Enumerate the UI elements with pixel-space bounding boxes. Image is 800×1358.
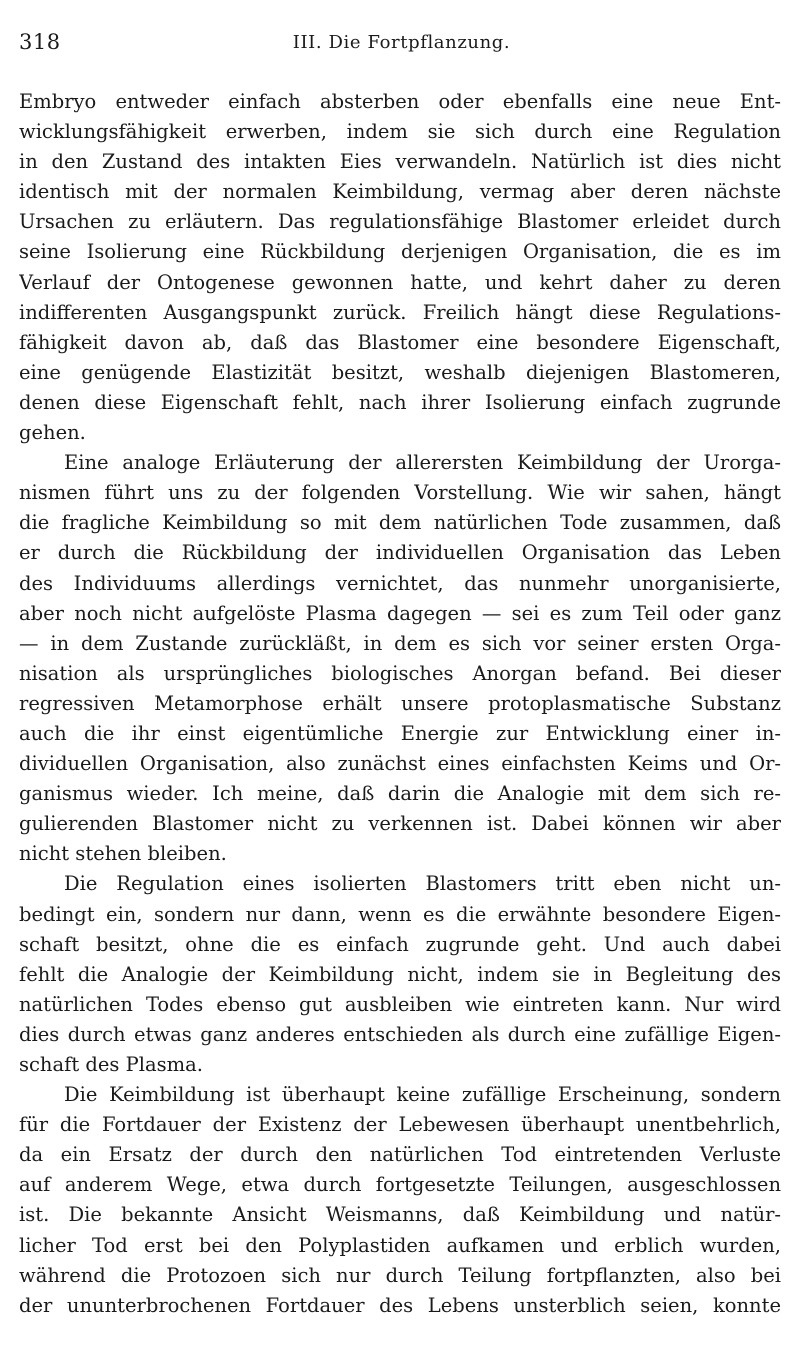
text-line: während die Protozoen sich nur durch Teilung fortpflanzten, also bei [19,1263,781,1287]
text-line: da ein Ersatz der durch den natürlichen Tod eintretenden Verluste [19,1143,781,1167]
page-number: 318 [19,30,61,54]
text-line: Embryo entweder einfach absterben oder ebenfalls eine neue Ent- [19,90,781,113]
text-line: bedingt ein, sondern nur dann, wenn es die erwähnte besondere Eigen- [19,902,781,926]
paragraph [19,448,781,869]
text-line: Die Regulation eines isolierten Blastomers tritt eben nicht un- [64,872,781,896]
running-title: III. Die Fortpflanzung. [292,32,511,53]
text-line: des Individuums allerdings vernichtet, das nunmehr unorganisierte, [19,571,781,595]
text-line: natürlichen Todes ebenso gut ausbleiben wie eintreten kann. Nur wird [19,992,781,1016]
text-line: Eine analoge Erläuterung der allerersten Keimbildung der Urorga- [64,451,781,475]
text-line: gehen. [19,421,86,445]
text-line: licher Tod erst bei den Polyplastiden aufkamen und erblich wurden, [19,1233,781,1257]
body-text [19,87,781,1321]
text-line: denen diese Eigenschaft fehlt, nach ihrer Isolierung einfach zugrunde [19,390,781,414]
text-line: auch die ihr einst eigentümliche Energie zur Entwicklung einer in- [19,721,781,745]
text-line: Verlauf der Ontogenese gewonnen hatte, und kehrt daher zu deren [19,270,781,294]
text-line: nisation als ursprüngliches biologisches Anorgan befand. Bei dieser [19,661,781,685]
text-line: nicht stehen bleiben. [19,842,227,866]
text-line: eine genügende Elastizität besitzt, weshalb diejenigen Blastomeren, [19,360,781,384]
text-line: identisch mit der normalen Keimbildung, vermag aber deren nächste [19,180,781,204]
text-line: fehlt die Analogie der Keimbildung nicht, indem sie in Begleitung des [19,962,781,986]
text-line: nismen führt uns zu der folgenden Vorstellung. Wie wir sahen, hängt [19,481,781,505]
text-line: — in dem Zustande zurückläßt, in dem es sich vor seiner ersten Orga- [19,631,781,655]
text-line: in den Zustand des intakten Eies verwandeln. Natürlich ist dies nicht [19,150,781,174]
text-line: ist. Die bekannte Ansicht Weismanns, daß Keimbildung und natür- [19,1203,781,1227]
text-line: regressiven Metamorphose erhält unsere protoplasmatische Substanz [19,691,781,715]
text-line: aber noch nicht aufgelöste Plasma dagegen — sei es zum Teil oder ganz [19,601,781,625]
text-line: schaft besitzt, ohne die es einfach zugrunde geht. Und auch dabei [19,932,781,956]
text-line: für die Fortdauer der Existenz der Lebewesen überhaupt unentbehrlich, [19,1113,781,1137]
text-line: Die Keimbildung ist überhaupt keine zufällige Erscheinung, sondern [64,1083,781,1107]
paragraph [19,1080,781,1321]
text-line: der ununterbrochenen Fortdauer des Lebens unsterblich seien, konnte [19,1293,781,1317]
text-line: auf anderem Wege, etwa durch fortgesetzte Teilungen, ausgeschlossen [19,1173,781,1197]
text-line: seine Isolierung eine Rückbildung derjenigen Organisation, die es im [19,240,781,264]
text-line: schaft des Plasma. [19,1053,203,1076]
text-line: fähigkeit davon ab, daß das Blastomer eine besondere Eigenschaft, [19,330,781,354]
text-line: Ursachen zu erläutern. Das regulationsfähige Blastomer erleidet durch [19,210,781,234]
paragraph [19,87,781,448]
text-line: ganismus wieder. Ich meine, daß darin die Analogie mit dem sich re- [19,782,781,806]
text-line: er durch die Rückbildung der individuellen Organisation das Leben [19,541,781,565]
text-line: wicklungsfähigkeit erwerben, indem sie sich durch eine Regulation [19,120,781,144]
text-line: die fragliche Keimbildung so mit dem natürlichen Tode zusammen, daß [19,511,781,535]
text-line: indifferenten Ausgangspunkt zurück. Freilich hängt diese Regulations- [19,300,781,324]
text-line: gulierenden Blastomer nicht zu verkennen ist. Dabei können wir aber [19,812,781,836]
text-line: dies durch etwas ganz anderes entschieden als durch eine zufällige Eigen- [19,1022,781,1046]
paragraph [19,869,781,1080]
text-line: dividuellen Organisation, also zunächst eines einfachsten Keims und Or- [19,752,781,776]
page-header [19,30,784,58]
